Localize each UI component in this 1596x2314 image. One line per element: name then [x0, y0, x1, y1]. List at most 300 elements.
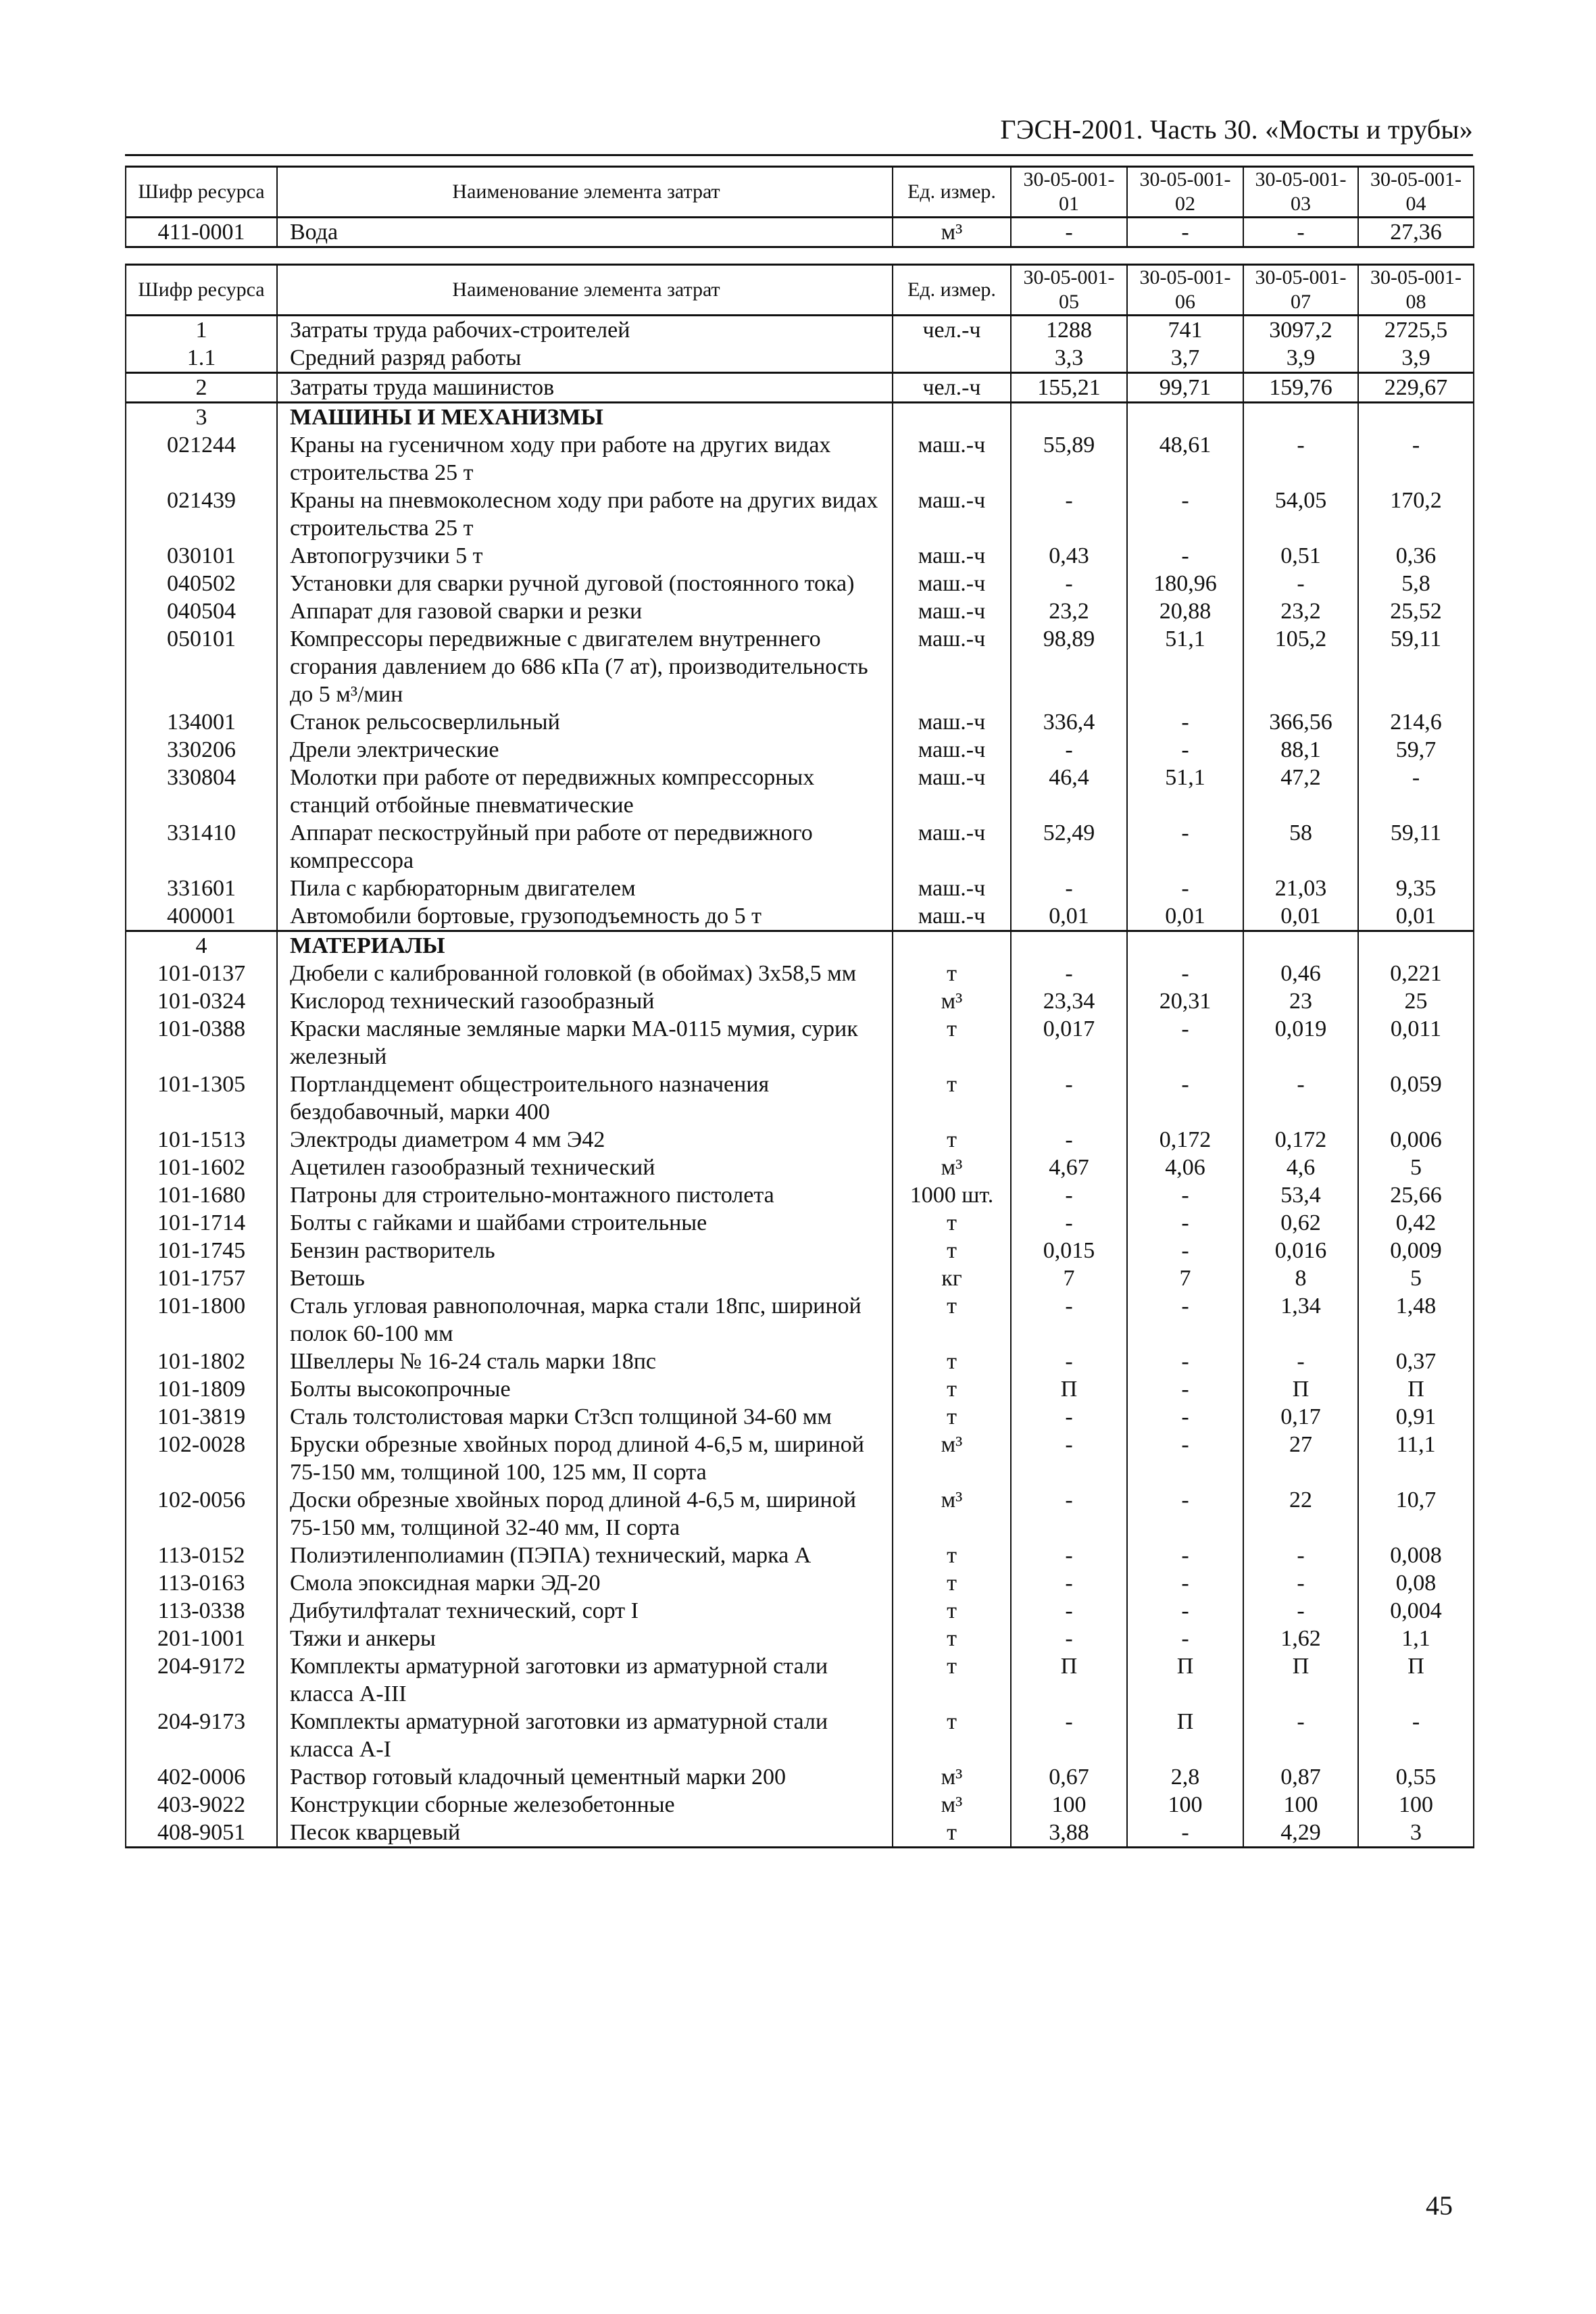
unit-cell: м³ — [893, 1791, 1011, 1819]
table-row — [126, 1569, 1474, 1597]
value-cell: - — [1011, 570, 1127, 597]
element-name-cell: Дрели электрические — [277, 736, 893, 764]
resource-code-cell: 101-1745 — [126, 1237, 277, 1264]
value-cell: - — [1243, 1070, 1358, 1126]
value-cell: П — [1243, 1375, 1358, 1403]
unit-cell: м³ — [893, 1486, 1011, 1542]
value-cell: 0,01 — [1127, 902, 1243, 931]
element-name-cell: Портландцемент общестроительного назначения бездобавочный, марки 400 — [277, 1070, 893, 1126]
unit-cell: т — [893, 1237, 1011, 1264]
value-cell: - — [1011, 1431, 1127, 1486]
element-name-cell: Комплекты арматурной заготовки из арматурной стали класса А-III — [277, 1652, 893, 1708]
value-cell: 25 — [1358, 987, 1474, 1015]
resource-code-cell: 101-1305 — [126, 1070, 277, 1126]
value-cell: П — [1011, 1375, 1127, 1403]
value-cell: - — [1243, 1542, 1358, 1569]
resource-code-cell: 330206 — [126, 736, 277, 764]
value-cell: - — [1243, 431, 1358, 487]
element-name-cell: Вода — [277, 218, 893, 247]
value-cell: 105,2 — [1243, 625, 1358, 708]
value-cell: - — [1127, 1431, 1243, 1486]
table-row — [126, 431, 1474, 487]
resource-code-cell: 403-9022 — [126, 1791, 277, 1819]
value-cell: 170,2 — [1358, 487, 1474, 542]
value-cell: 58 — [1243, 819, 1358, 875]
unit-cell: маш.-ч — [893, 708, 1011, 736]
element-name-cell: Бруски обрезные хвойных пород длиной 4-6,5 м, шириной 75-150 мм, толщиной 100, 125 мм, II сорта — [277, 1431, 893, 1486]
resource-code-cell: 101-1809 — [126, 1375, 277, 1403]
unit-cell: т — [893, 1625, 1011, 1652]
value-cell: - — [1127, 1403, 1243, 1431]
value-cell: 159,76 — [1243, 373, 1358, 403]
value-cell: 0,059 — [1358, 1070, 1474, 1126]
resource-code-cell: 1 — [126, 316, 277, 345]
value-cell: 2,8 — [1127, 1763, 1243, 1791]
value-cell: 25,52 — [1358, 597, 1474, 625]
resource-table-1 — [125, 166, 1474, 248]
value-cell: - — [1358, 764, 1474, 819]
value-cell: - — [1127, 1070, 1243, 1126]
value-cell: 23,34 — [1011, 987, 1127, 1015]
table-row — [126, 597, 1474, 625]
resource-code-cell: 331410 — [126, 819, 277, 875]
element-name-cell: МАШИНЫ И МЕХАНИЗМЫ — [277, 403, 893, 432]
value-cell: 741 — [1127, 316, 1243, 345]
value-cell: 47,2 — [1243, 764, 1358, 819]
value-cell: 0,017 — [1011, 1015, 1127, 1070]
element-name-cell: Компрессоры передвижные с двигателем внутреннего сгорания давлением до 686 кПа (7 ат), производительность до 5 м³/мин — [277, 625, 893, 708]
value-cell: 0,015 — [1011, 1237, 1127, 1264]
value-cell: - — [1127, 1375, 1243, 1403]
value-cell: - — [1011, 1070, 1127, 1126]
resource-code-cell: 201-1001 — [126, 1625, 277, 1652]
value-cell — [1127, 403, 1243, 432]
unit-cell: маш.-ч — [893, 625, 1011, 708]
unit-cell: т — [893, 1209, 1011, 1237]
value-cell: 0,55 — [1358, 1763, 1474, 1791]
table-row — [126, 316, 1474, 345]
table-row — [126, 1209, 1474, 1237]
value-cell: 0,62 — [1243, 1209, 1358, 1237]
element-name-cell: Сталь угловая равнополочная, марка стали 18пс, шириной полок 60-100 мм — [277, 1292, 893, 1348]
value-cell: - — [1011, 1569, 1127, 1597]
resource-code-cell: 101-0137 — [126, 960, 277, 987]
value-cell: - — [1011, 1486, 1127, 1542]
section-row — [126, 403, 1474, 432]
table-row — [126, 1652, 1474, 1708]
table-row — [126, 1348, 1474, 1375]
unit-cell: маш.-ч — [893, 875, 1011, 902]
unit-cell: т — [893, 1569, 1011, 1597]
unit-cell: т — [893, 1126, 1011, 1154]
table-row — [126, 1154, 1474, 1181]
resource-code-cell: 3 — [126, 403, 277, 432]
value-cell: - — [1127, 1237, 1243, 1264]
resource-code-cell: 204-9172 — [126, 1652, 277, 1708]
element-name-cell: Станок рельсосверлильный — [277, 708, 893, 736]
unit-cell: т — [893, 1708, 1011, 1763]
value-cell: 48,61 — [1127, 431, 1243, 487]
resource-code-cell: 050101 — [126, 625, 277, 708]
table-row — [126, 987, 1474, 1015]
value-cell: 0,43 — [1011, 542, 1127, 570]
unit-cell: маш.-ч — [893, 819, 1011, 875]
resource-code-cell: 101-0388 — [126, 1015, 277, 1070]
value-cell: 214,6 — [1358, 708, 1474, 736]
resource-code-cell: 101-1802 — [126, 1348, 277, 1375]
table-row — [126, 902, 1474, 931]
value-cell: 336,4 — [1011, 708, 1127, 736]
table-row — [126, 1070, 1474, 1126]
unit-cell: маш.-ч — [893, 487, 1011, 542]
table-row — [126, 960, 1474, 987]
value-cell: 3,9 — [1358, 344, 1474, 373]
value-cell: - — [1011, 1348, 1127, 1375]
value-cell: - — [1243, 218, 1358, 247]
table-row — [126, 1126, 1474, 1154]
value-cell — [1358, 403, 1474, 432]
unit-cell — [893, 344, 1011, 373]
value-cell: 3,3 — [1011, 344, 1127, 373]
table-row — [126, 1264, 1474, 1292]
header-norm-code: 30-05-001-01 — [1011, 167, 1127, 218]
value-cell: 1,34 — [1243, 1292, 1358, 1348]
value-cell: 8 — [1243, 1264, 1358, 1292]
value-cell: 0,172 — [1127, 1126, 1243, 1154]
unit-cell: т — [893, 1597, 1011, 1625]
element-name-cell: Болты высокопрочные — [277, 1375, 893, 1403]
value-cell: П — [1011, 1652, 1127, 1708]
value-cell: 5 — [1358, 1154, 1474, 1181]
resource-code-cell: 040504 — [126, 597, 277, 625]
value-cell: - — [1127, 1569, 1243, 1597]
value-cell: 99,71 — [1127, 373, 1243, 403]
value-cell: 3,88 — [1011, 1819, 1127, 1848]
element-name-cell: Аппарат для газовой сварки и резки — [277, 597, 893, 625]
element-name-cell: Установки для сварки ручной дуговой (постоянного тока) — [277, 570, 893, 597]
value-cell: 0,006 — [1358, 1126, 1474, 1154]
unit-cell: маш.-ч — [893, 431, 1011, 487]
value-cell: 22 — [1243, 1486, 1358, 1542]
header-norm-code: 30-05-001-08 — [1358, 265, 1474, 316]
element-name-cell: Конструкции сборные железобетонные — [277, 1791, 893, 1819]
value-cell: 0,016 — [1243, 1237, 1358, 1264]
table-row — [126, 1542, 1474, 1569]
table-row — [126, 1237, 1474, 1264]
value-cell: - — [1011, 1292, 1127, 1348]
value-cell: 3097,2 — [1243, 316, 1358, 345]
unit-cell: маш.-ч — [893, 736, 1011, 764]
resource-code-cell: 400001 — [126, 902, 277, 931]
unit-cell: т — [893, 1542, 1011, 1569]
table-row — [126, 1015, 1474, 1070]
element-name-cell: Аппарат пескоструйный при работе от передвижного компрессора — [277, 819, 893, 875]
value-cell — [1358, 931, 1474, 960]
value-cell — [1243, 403, 1358, 432]
resource-code-cell: 101-1602 — [126, 1154, 277, 1181]
resource-code-cell: 021439 — [126, 487, 277, 542]
unit-cell: маш.-ч — [893, 570, 1011, 597]
value-cell: - — [1127, 1819, 1243, 1848]
table-row — [126, 1597, 1474, 1625]
element-name-cell: Дибутилфталат технический, сорт I — [277, 1597, 893, 1625]
unit-cell: маш.-ч — [893, 542, 1011, 570]
value-cell: 9,35 — [1358, 875, 1474, 902]
value-cell: 51,1 — [1127, 764, 1243, 819]
header-unit: Ед. измер. — [893, 167, 1011, 218]
value-cell: 11,1 — [1358, 1431, 1474, 1486]
value-cell: 100 — [1243, 1791, 1358, 1819]
table-row — [126, 570, 1474, 597]
value-cell: 1,62 — [1243, 1625, 1358, 1652]
value-cell: 0,008 — [1358, 1542, 1474, 1569]
value-cell: 100 — [1358, 1791, 1474, 1819]
unit-cell: маш.-ч — [893, 764, 1011, 819]
element-name-cell: Кислород технический газообразный — [277, 987, 893, 1015]
resource-code-cell: 030101 — [126, 542, 277, 570]
value-cell: - — [1127, 487, 1243, 542]
value-cell: 0,011 — [1358, 1015, 1474, 1070]
value-cell: 52,49 — [1011, 819, 1127, 875]
table-row — [126, 875, 1474, 902]
element-name-cell: МАТЕРИАЛЫ — [277, 931, 893, 960]
resource-code-cell: 408-9051 — [126, 1819, 277, 1848]
value-cell: - — [1127, 875, 1243, 902]
value-cell: - — [1011, 875, 1127, 902]
value-cell: - — [1358, 431, 1474, 487]
value-cell: 27 — [1243, 1431, 1358, 1486]
value-cell: 4,6 — [1243, 1154, 1358, 1181]
value-cell: 51,1 — [1127, 625, 1243, 708]
value-cell: 0,08 — [1358, 1569, 1474, 1597]
table-header-row — [126, 167, 1474, 218]
unit-cell: т — [893, 1070, 1011, 1126]
value-cell: 20,88 — [1127, 597, 1243, 625]
value-cell: - — [1358, 1708, 1474, 1763]
value-cell: 1,48 — [1358, 1292, 1474, 1348]
value-cell: 23,2 — [1243, 597, 1358, 625]
resource-code-cell: 113-0338 — [126, 1597, 277, 1625]
value-cell: 0,17 — [1243, 1403, 1358, 1431]
unit-cell: чел.-ч — [893, 316, 1011, 345]
element-name-cell: Песок кварцевый — [277, 1819, 893, 1848]
header-element-name: Наименование элемента затрат — [277, 265, 893, 316]
value-cell: 0,01 — [1358, 902, 1474, 931]
value-cell: - — [1011, 487, 1127, 542]
value-cell: П — [1127, 1708, 1243, 1763]
element-name-cell: Болты с гайками и шайбами строительные — [277, 1209, 893, 1237]
value-cell: - — [1011, 1181, 1127, 1209]
element-name-cell: Краски масляные земляные марки МА-0115 мумия, сурик железный — [277, 1015, 893, 1070]
value-cell: 0,019 — [1243, 1015, 1358, 1070]
header-unit: Ед. измер. — [893, 265, 1011, 316]
value-cell: 1288 — [1011, 316, 1127, 345]
resource-code-cell: 4 — [126, 931, 277, 960]
value-cell: 54,05 — [1243, 487, 1358, 542]
value-cell: - — [1127, 1292, 1243, 1348]
value-cell: 59,7 — [1358, 736, 1474, 764]
value-cell: 100 — [1011, 1791, 1127, 1819]
value-cell: 3,9 — [1243, 344, 1358, 373]
value-cell: 20,31 — [1127, 987, 1243, 1015]
element-name-cell: Пила с карбюраторным двигателем — [277, 875, 893, 902]
value-cell: - — [1127, 708, 1243, 736]
resource-code-cell: 101-1714 — [126, 1209, 277, 1237]
value-cell: 180,96 — [1127, 570, 1243, 597]
table-row — [126, 542, 1474, 570]
resource-code-cell: 204-9173 — [126, 1708, 277, 1763]
table-row — [126, 1431, 1474, 1486]
value-cell — [1127, 931, 1243, 960]
value-cell: 0,004 — [1358, 1597, 1474, 1625]
value-cell: - — [1243, 1708, 1358, 1763]
value-cell: 10,7 — [1358, 1486, 1474, 1542]
header-norm-code: 30-05-001-05 — [1011, 265, 1127, 316]
value-cell: 0,87 — [1243, 1763, 1358, 1791]
value-cell: 0,46 — [1243, 960, 1358, 987]
header-norm-code: 30-05-001-07 — [1243, 265, 1358, 316]
table-row — [126, 764, 1474, 819]
resource-code-cell: 1.1 — [126, 344, 277, 373]
table-row — [126, 1819, 1474, 1848]
element-name-cell: Краны на пневмоколесном ходу при работе на других видах строительства 25 т — [277, 487, 893, 542]
value-cell: 59,11 — [1358, 819, 1474, 875]
header-norm-code: 30-05-001-04 — [1358, 167, 1474, 218]
element-name-cell: Смола эпоксидная марки ЭД-20 — [277, 1569, 893, 1597]
element-name-cell: Патроны для строительно-монтажного пистолета — [277, 1181, 893, 1209]
value-cell — [1011, 931, 1127, 960]
value-cell: 98,89 — [1011, 625, 1127, 708]
value-cell: 0,51 — [1243, 542, 1358, 570]
value-cell: - — [1127, 1181, 1243, 1209]
value-cell: 229,67 — [1358, 373, 1474, 403]
value-cell: - — [1011, 1625, 1127, 1652]
value-cell: 7 — [1011, 1264, 1127, 1292]
value-cell: 0,01 — [1011, 902, 1127, 931]
value-cell: 88,1 — [1243, 736, 1358, 764]
unit-cell: м³ — [893, 1763, 1011, 1791]
element-name-cell: Швеллеры № 16-24 сталь марки 18пс — [277, 1348, 893, 1375]
page-number: 45 — [1426, 2190, 1453, 2221]
unit-cell: чел.-ч — [893, 373, 1011, 403]
value-cell: 21,03 — [1243, 875, 1358, 902]
value-cell: 5,8 — [1358, 570, 1474, 597]
element-name-cell: Сталь толстолистовая марки Ст3сп толщиной 34-60 мм — [277, 1403, 893, 1431]
element-name-cell: Средний разряд работы — [277, 344, 893, 373]
unit-cell: т — [893, 960, 1011, 987]
value-cell: 0,42 — [1358, 1209, 1474, 1237]
value-cell: П — [1243, 1652, 1358, 1708]
resource-code-cell: 101-3819 — [126, 1403, 277, 1431]
table-row — [126, 1486, 1474, 1542]
unit-cell: т — [893, 1403, 1011, 1431]
header-norm-code: 30-05-001-03 — [1243, 167, 1358, 218]
value-cell: 3,7 — [1127, 344, 1243, 373]
header-element-name: Наименование элемента затрат — [277, 167, 893, 218]
table-row — [126, 819, 1474, 875]
value-cell: - — [1011, 218, 1127, 247]
value-cell: 59,11 — [1358, 625, 1474, 708]
table-row — [126, 625, 1474, 708]
table-row — [126, 1403, 1474, 1431]
value-cell — [1011, 403, 1127, 432]
value-cell: 0,172 — [1243, 1126, 1358, 1154]
value-cell: 23 — [1243, 987, 1358, 1015]
resource-code-cell: 331601 — [126, 875, 277, 902]
resource-code-cell: 040502 — [126, 570, 277, 597]
unit-cell: м³ — [893, 987, 1011, 1015]
value-cell — [1243, 931, 1358, 960]
value-cell: 0,36 — [1358, 542, 1474, 570]
value-cell: - — [1127, 736, 1243, 764]
element-name-cell: Затраты труда рабочих-строителей — [277, 316, 893, 345]
resource-code-cell: 113-0163 — [126, 1569, 277, 1597]
table-row — [126, 1181, 1474, 1209]
resource-code-cell: 101-1513 — [126, 1126, 277, 1154]
resource-code-cell: 101-0324 — [126, 987, 277, 1015]
unit-cell — [893, 403, 1011, 432]
unit-cell — [893, 931, 1011, 960]
value-cell: П — [1358, 1652, 1474, 1708]
table-row — [126, 736, 1474, 764]
element-name-cell: Доски обрезные хвойных пород длиной 4-6,5 м, шириной 75-150 мм, толщиной 32-40 мм, II сорта — [277, 1486, 893, 1542]
element-name-cell: Электроды диаметром 4 мм Э42 — [277, 1126, 893, 1154]
value-cell: - — [1127, 1625, 1243, 1652]
resource-table-2 — [125, 264, 1474, 1848]
value-cell: - — [1127, 960, 1243, 987]
element-name-cell: Краны на гусеничном ходу при работе на других видах строительства 25 т — [277, 431, 893, 487]
value-cell: 0,221 — [1358, 960, 1474, 987]
element-name-cell: Ветошь — [277, 1264, 893, 1292]
table-row — [126, 1708, 1474, 1763]
unit-cell: маш.-ч — [893, 597, 1011, 625]
page-header: ГЭСН-2001. Часть 30. «Мосты и трубы» — [1000, 114, 1473, 145]
section-row — [126, 931, 1474, 960]
table-header-row — [126, 265, 1474, 316]
resource-code-cell: 101-1680 — [126, 1181, 277, 1209]
table-row — [126, 1375, 1474, 1403]
value-cell: 27,36 — [1358, 218, 1474, 247]
value-cell: - — [1127, 1348, 1243, 1375]
value-cell: 25,66 — [1358, 1181, 1474, 1209]
value-cell: 23,2 — [1011, 597, 1127, 625]
element-name-cell: Ацетилен газообразный технический — [277, 1154, 893, 1181]
unit-cell: т — [893, 1348, 1011, 1375]
value-cell: 100 — [1127, 1791, 1243, 1819]
table-row — [126, 218, 1474, 247]
value-cell: - — [1127, 1015, 1243, 1070]
value-cell: 0,01 — [1243, 902, 1358, 931]
value-cell: П — [1358, 1375, 1474, 1403]
resource-code-cell: 402-0006 — [126, 1763, 277, 1791]
value-cell: - — [1011, 1403, 1127, 1431]
value-cell: - — [1011, 1209, 1127, 1237]
unit-cell: м³ — [893, 218, 1011, 247]
unit-cell: м³ — [893, 1431, 1011, 1486]
value-cell: 0,67 — [1011, 1763, 1127, 1791]
value-cell: 53,4 — [1243, 1181, 1358, 1209]
value-cell: - — [1127, 1486, 1243, 1542]
value-cell: - — [1127, 218, 1243, 247]
unit-cell: т — [893, 1292, 1011, 1348]
table-row — [126, 1763, 1474, 1791]
value-cell: 5 — [1358, 1264, 1474, 1292]
resource-code-cell: 102-0028 — [126, 1431, 277, 1486]
element-name-cell: Автопогрузчики 5 т — [277, 542, 893, 570]
header-norm-code: 30-05-001-02 — [1127, 167, 1243, 218]
unit-cell: т — [893, 1819, 1011, 1848]
element-name-cell: Затраты труда машинистов — [277, 373, 893, 403]
